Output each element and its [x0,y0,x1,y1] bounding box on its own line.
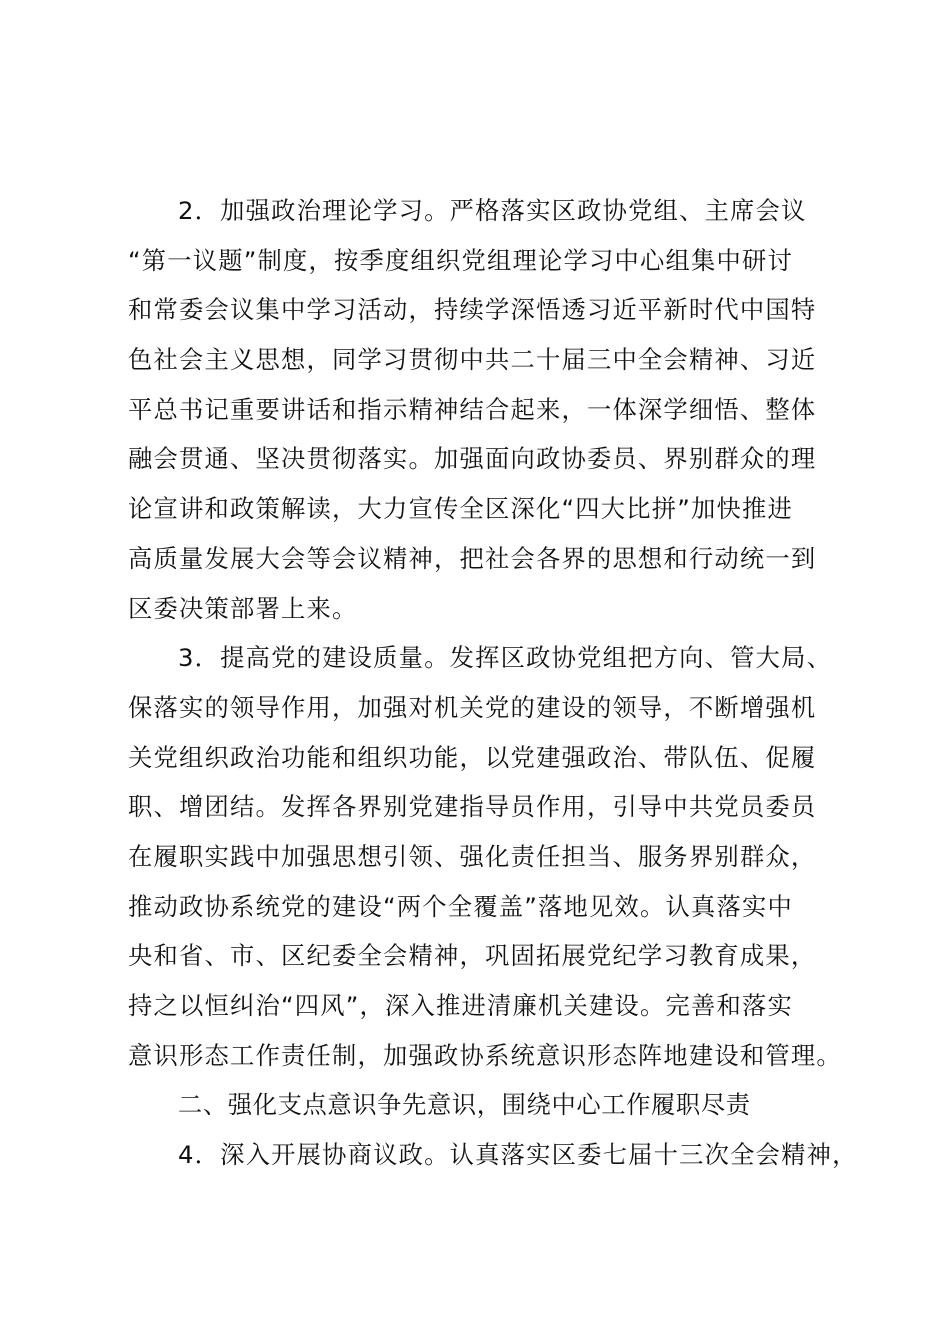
paragraph-4 [128,1130,858,1180]
paragraph-line: 关党组织政治功能和组织功能，以党建强政治、带队伍、促履 [128,742,817,772]
paragraph-line: 区委决策部署上来。 [128,593,358,623]
paragraph-line: 色社会主义思想，同学习贯彻中共二十届三中全会精神、习近 [128,345,817,375]
paragraph-line: 意识形态工作责任制，加强政协系统意识形态阵地建设和管理。 [128,1040,842,1070]
paragraph-3 [128,633,842,1080]
paragraph-2 [128,186,834,633]
paragraph-line: 在履职实践中加强思想引领、强化责任担当、服务界别群众， [128,841,817,871]
paragraph-line: 2．加强政治理论学习。严格落实区政协党组、主席会议 [178,196,807,225]
paragraph-line: 平总书记重要讲话和指示精神结合起来，一体深学细悟、整体 [128,394,817,424]
paragraph-line: 持之以恒纠治“四风”，深入推进清廉机关建设。完善和落实 [128,991,793,1020]
document-body [128,186,858,1180]
paragraph-line: 保落实的领导作用，加强对机关党的建设的领导，不断增强机 [128,692,817,722]
paragraph-line: 4．深入开展协商议政。认真落实区委七届十三次全会精神， [178,1140,858,1170]
paragraph-line: 高质量发展大会等会议精神，把社会各界的思想和行动统一到 [128,543,817,573]
paragraph-line: 职、增团结。发挥各界别党建指导员作用，引导中共党员委员 [128,792,817,822]
paragraph-line: 3．提高党的建设质量。发挥区政协党组把方向、管大局、 [178,643,833,673]
paragraph-line: 融会贯通、坚决贯彻落实。加强面向政协委员、界别群众的理 [128,444,817,474]
paragraph-line: 推动政协系统党的建设“两个全覆盖”落地见效。认真落实中 [128,891,793,921]
section-heading: 二、强化支点意识争先意识，围绕中心工作履职尽责 [178,1090,751,1120]
section-heading-2 [128,1080,834,1130]
paragraph-line: 央和省、市、区纪委全会精神，巩固拓展党纪学习教育成果， [128,941,817,971]
paragraph-line: 论宣讲和政策解读，大力宣传全区深化“四大比拼”加快推进 [128,494,793,524]
paragraph-line: 和常委会议集中学习活动，持续学深悟透习近平新时代中国特 [128,295,817,325]
paragraph-line: “第一议题”制度，按季度组织党组理论学习中心组集中研讨 [128,245,793,275]
